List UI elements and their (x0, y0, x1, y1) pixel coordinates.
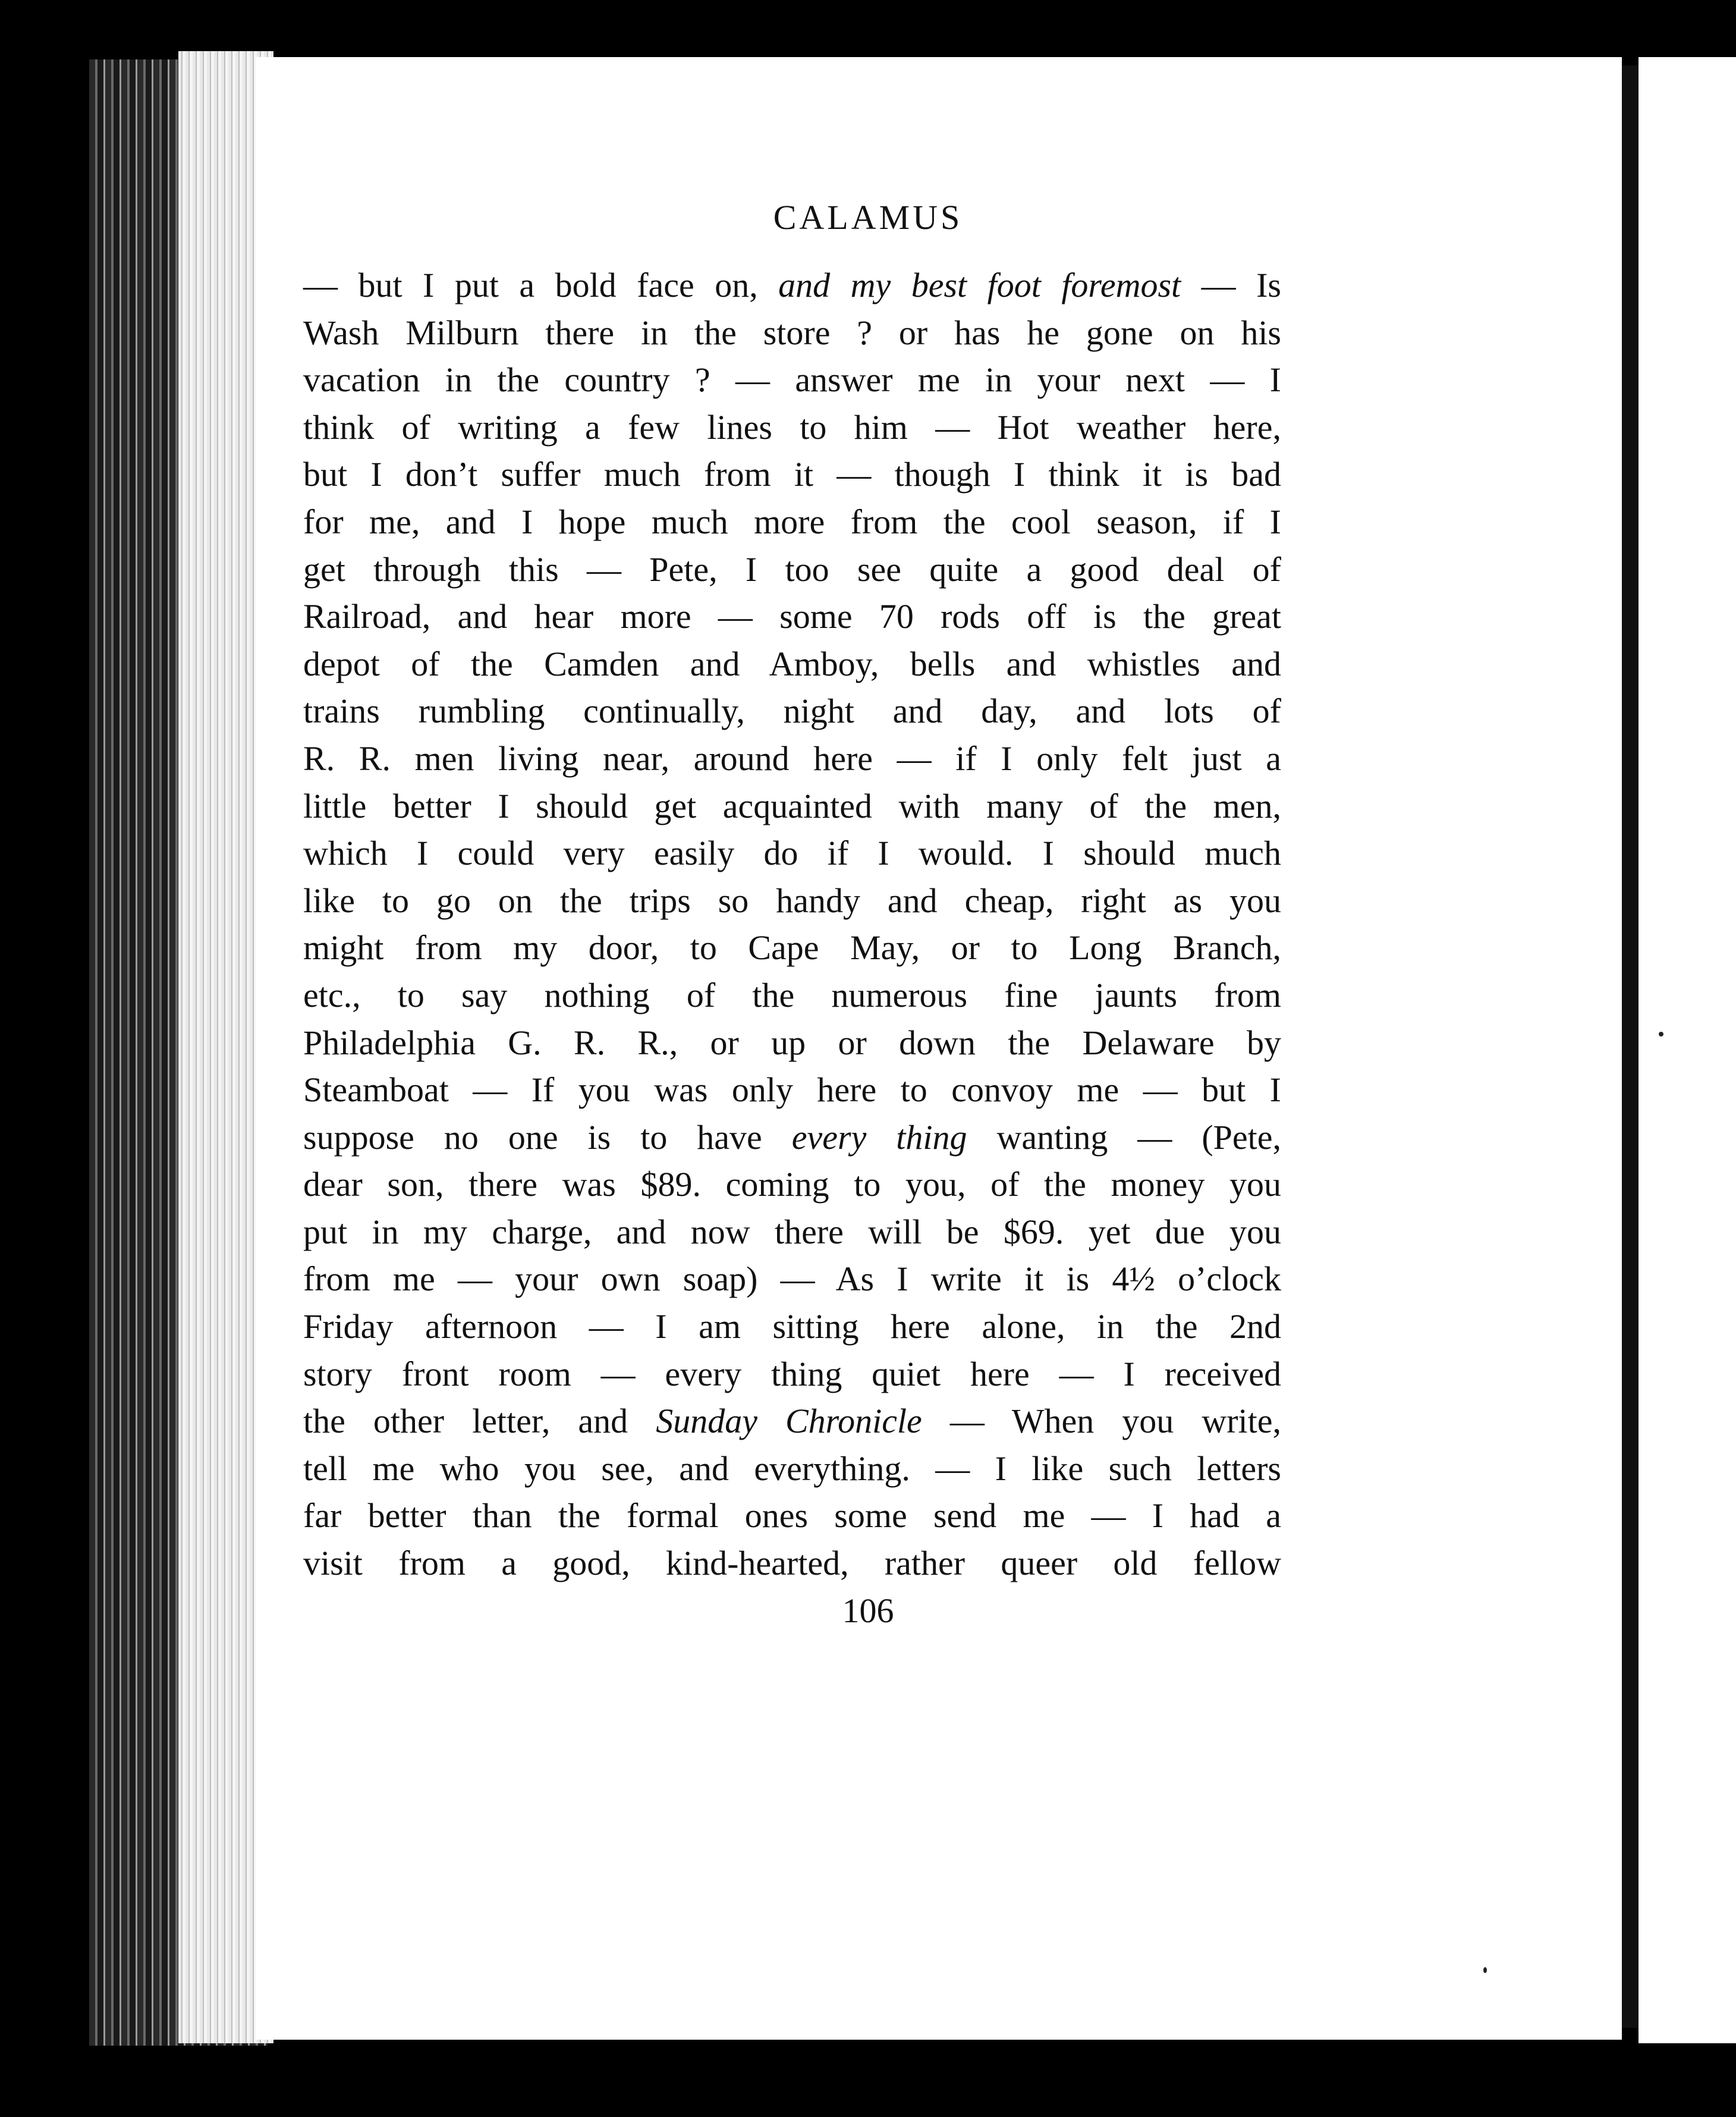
scan-speck (1659, 1032, 1663, 1036)
text-line (303, 498, 1281, 546)
text-segment: Steamboat — If you was only here to convoy me — but I (303, 1070, 1281, 1110)
text-segment: the other letter, and (303, 1402, 656, 1441)
text-line (303, 262, 1281, 309)
text-segment: vacation in the country ? — answer me in your next — I (303, 360, 1281, 400)
text-line (303, 687, 1281, 735)
text-segment: suppose no one is to have (303, 1117, 792, 1157)
letter-body-text (303, 262, 1281, 1587)
italic-text: every thing (791, 1117, 967, 1157)
text-line (303, 972, 1281, 1019)
text-segment: which I could very easily do if I would. I should much (303, 834, 1281, 873)
text-line (303, 1114, 1281, 1161)
text-segment: etc., to say nothing of the numerous fine jaunts from (303, 975, 1281, 1014)
text-line (303, 1303, 1281, 1350)
text-line (303, 1492, 1281, 1540)
text-line (303, 877, 1281, 925)
text-line (303, 1255, 1281, 1303)
text-line (303, 1540, 1281, 1587)
text-line (303, 1397, 1281, 1445)
text-segment: little better I should get acquainted with many of the men, (303, 786, 1281, 825)
text-line (303, 830, 1281, 877)
text-segment: dear son, there was $89. coming to you, of the money you (303, 1165, 1281, 1204)
text-segment: from me — your own soap) — As I write it is 4½ o’clock (303, 1259, 1281, 1299)
text-segment: visit from a good, kind-hearted, rather queer old fellow (303, 1544, 1281, 1583)
text-segment: wanting — (Pete, (967, 1117, 1281, 1157)
text-segment: Philadelphia G. R. R., or up or down the Delaware by (303, 1023, 1281, 1062)
text-segment: put in my charge, and now there will be $69. yet due you (303, 1212, 1281, 1251)
text-line (303, 1019, 1281, 1067)
text-segment: for me, and I hope much more from the cool season, if I (303, 502, 1281, 541)
text-segment: Wash Milburn there in the store ? or has he gone on his (303, 313, 1281, 352)
text-line (303, 309, 1281, 357)
scan-speck (1483, 1967, 1487, 1973)
text-line (303, 546, 1281, 593)
text-line (303, 356, 1281, 404)
text-line (303, 404, 1281, 451)
text-segment: might from my door, to Cape May, or to Long Branch, (303, 928, 1281, 968)
text-line (303, 1350, 1281, 1398)
text-segment: depot of the Camden and Amboy, bells and whistles and (303, 644, 1281, 683)
text-segment: — When you write, (922, 1402, 1282, 1441)
text-segment: Friday afternoon — I am sitting here alone, in the 2nd (303, 1307, 1281, 1346)
text-segment: trains rumbling continually, night and day, and lots of (303, 692, 1281, 731)
text-segment: far better than the formal ones some send me — I had a (303, 1496, 1281, 1535)
text-line (303, 735, 1281, 783)
text-segment: tell me who you see, and everything. — I like such letters (303, 1449, 1281, 1488)
italic-text: Sunday Chronicle (656, 1402, 922, 1441)
text-segment: R. R. men living near, around here — if I only felt just a (303, 739, 1281, 778)
book-gutter (1622, 65, 1638, 2028)
text-segment: but I don’t suffer much from it — though I think it is bad (303, 455, 1281, 494)
text-line (303, 593, 1281, 640)
text-line (303, 1208, 1281, 1256)
text-segment: think of writing a few lines to him — Hot weather here, (303, 407, 1281, 447)
text-segment: like to go on the trips so handy and cheap, right as you (303, 881, 1281, 920)
text-line (303, 451, 1281, 498)
text-line (303, 640, 1281, 688)
text-line (303, 1445, 1281, 1493)
text-segment: — but I put a bold face on, (303, 266, 779, 304)
page-number: 106 (842, 1591, 894, 1630)
running-head: CALAMUS (773, 198, 963, 237)
text-segment: get through this — Pete, I too see quite a good deal of (303, 549, 1281, 589)
text-segment: story front room — every thing quiet here — I received (303, 1354, 1281, 1393)
text-line (303, 783, 1281, 830)
text-line (303, 924, 1281, 972)
text-line (303, 1066, 1281, 1114)
text-segment: Railroad, and hear more — some 70 rods off is the great (303, 597, 1281, 636)
facing-page-edge (1638, 57, 1736, 2043)
text-segment: — Is (1181, 266, 1281, 304)
text-line (303, 1161, 1281, 1208)
italic-text: and my best foot foremost (778, 266, 1181, 304)
